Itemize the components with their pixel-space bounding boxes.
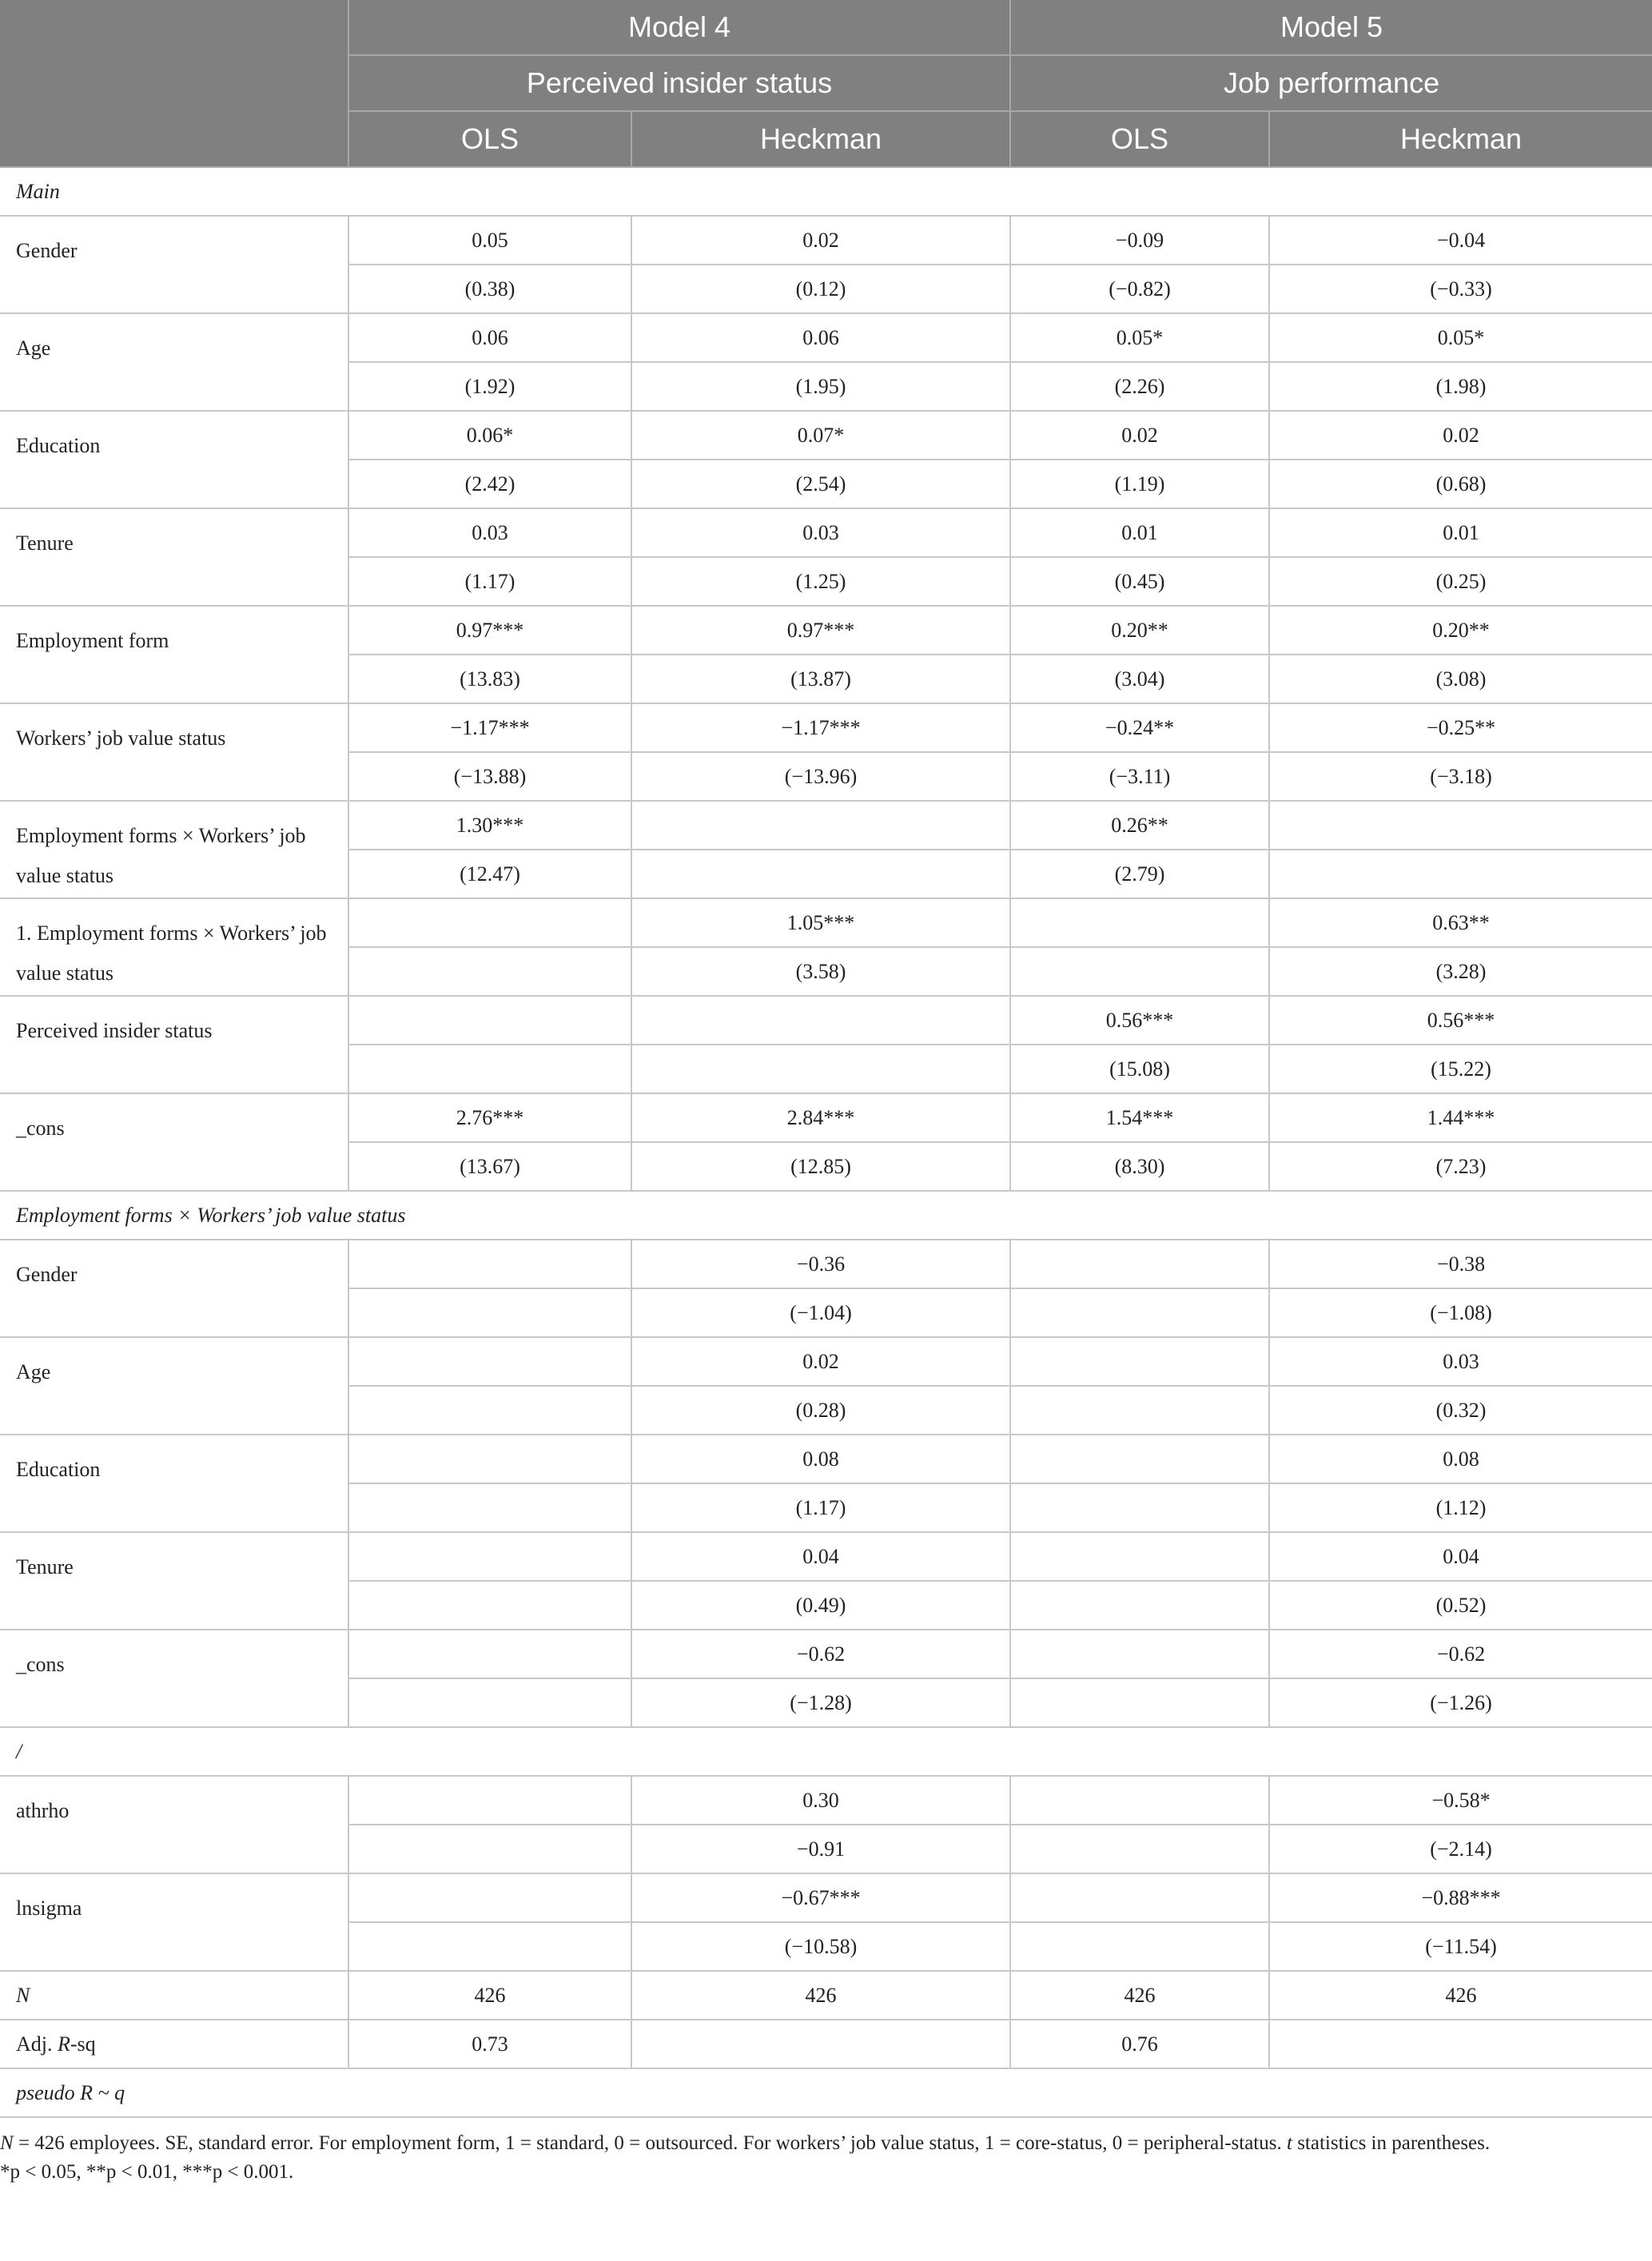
row-label: Tenure — [0, 1532, 348, 1630]
adj-r2-row — [0, 2020, 1652, 2068]
note-text-end: statistics in parentheses. — [1292, 2132, 1491, 2154]
tstat-cell: (−10.58) — [631, 1922, 1010, 1971]
row-label: _cons — [0, 1093, 348, 1191]
coef-cell — [348, 898, 631, 947]
tstat-cell — [1010, 1678, 1269, 1727]
tstat-cell: −0.91 — [631, 1825, 1010, 1873]
tstat-cell: (3.58) — [631, 947, 1010, 996]
coef-cell: −0.09 — [1010, 216, 1269, 265]
note-t-symbol: t — [1287, 2132, 1292, 2154]
section-selection: Employment forms × Workers’ job value status — [0, 1191, 1652, 1240]
n-row — [0, 1971, 1652, 2020]
coef-cell: 0.03 — [631, 508, 1010, 557]
coef-cell: 0.05 — [348, 216, 631, 265]
tstat-cell: (0.52) — [1269, 1581, 1652, 1630]
coef-cell: −0.62 — [1269, 1630, 1652, 1678]
coef-cell: −0.36 — [631, 1240, 1010, 1288]
coef-cell: 0.06* — [348, 411, 631, 460]
row-label: Gender — [0, 1240, 348, 1337]
n-label: N — [0, 1971, 348, 2020]
tstat-cell: (1.19) — [1010, 460, 1269, 508]
pseudo-r-label: pseudo R ~ q — [0, 2068, 1652, 2117]
tstat-cell: (2.79) — [1010, 850, 1269, 898]
coef-row — [0, 996, 1652, 1045]
coef-cell — [1010, 1873, 1269, 1922]
tstat-cell: (3.04) — [1010, 655, 1269, 703]
coef-cell — [348, 1873, 631, 1922]
adj-r2-cell — [1269, 2020, 1652, 2068]
row-label: Age — [0, 1337, 348, 1435]
row-label: Employment form — [0, 606, 348, 703]
adj-label-pre: Adj. — [16, 2032, 58, 2056]
coef-cell: −0.58* — [1269, 1776, 1652, 1825]
n-cell: 426 — [348, 1971, 631, 2020]
tstat-cell: (1.17) — [631, 1483, 1010, 1532]
tstat-cell: (1.12) — [1269, 1483, 1652, 1532]
coef-cell: 0.05* — [1269, 313, 1652, 362]
coef-row — [0, 801, 1652, 850]
tstat-cell: (−1.04) — [631, 1288, 1010, 1337]
tstat-cell: (1.95) — [631, 362, 1010, 411]
tstat-cell — [348, 947, 631, 996]
coef-cell — [1269, 801, 1652, 850]
tstat-cell — [631, 1045, 1010, 1093]
coef-cell: −0.04 — [1269, 216, 1652, 265]
tstat-cell: (1.92) — [348, 362, 631, 411]
coef-cell — [348, 1776, 631, 1825]
tstat-cell — [348, 1581, 631, 1630]
coef-cell: 0.26** — [1010, 801, 1269, 850]
coef-cell — [348, 1532, 631, 1581]
tstat-cell — [348, 1825, 631, 1873]
coef-cell — [1010, 898, 1269, 947]
tstat-cell — [348, 1678, 631, 1727]
coef-cell — [631, 801, 1010, 850]
coef-cell — [1010, 1630, 1269, 1678]
coef-row — [0, 1873, 1652, 1922]
section-row — [0, 1191, 1652, 1240]
tstat-cell — [348, 1288, 631, 1337]
header-dv-model4: Perceived insider status — [348, 55, 1010, 111]
coef-row — [0, 1776, 1652, 1825]
adj-label-post: -sq — [70, 2032, 96, 2056]
coef-cell — [348, 1240, 631, 1288]
coef-cell — [1010, 1240, 1269, 1288]
section-main: Main — [0, 167, 1652, 216]
coef-row — [0, 313, 1652, 362]
adj-r2-cell: 0.76 — [1010, 2020, 1269, 2068]
tstat-cell: (2.26) — [1010, 362, 1269, 411]
tstat-cell: (7.23) — [1269, 1142, 1652, 1191]
tstat-cell: (−11.54) — [1269, 1922, 1652, 1971]
coef-cell: −1.17*** — [348, 703, 631, 752]
coef-cell: −0.88*** — [1269, 1873, 1652, 1922]
tstat-cell: (3.08) — [1269, 655, 1652, 703]
tstat-cell: (0.49) — [631, 1581, 1010, 1630]
tstat-cell: (13.83) — [348, 655, 631, 703]
tstat-cell — [348, 1922, 631, 1971]
coef-cell: −1.17*** — [631, 703, 1010, 752]
coef-cell: 2.76*** — [348, 1093, 631, 1142]
note-text: = 426 employees. SE, standard error. For employment form, 1 = standard, 0 = outsourced. For workers’ job value status, 1 = core-status, 0 = peripheral-status. — [13, 2132, 1287, 2154]
tstat-cell: (0.45) — [1010, 557, 1269, 606]
coef-row — [0, 1630, 1652, 1678]
header-model4: Model 4 — [348, 0, 1010, 55]
tstat-cell — [1010, 1483, 1269, 1532]
coef-cell — [348, 1435, 631, 1483]
n-cell: 426 — [631, 1971, 1010, 2020]
coef-cell — [348, 1630, 631, 1678]
tstat-cell — [1010, 947, 1269, 996]
coef-cell: −0.62 — [631, 1630, 1010, 1678]
table-notes — [0, 2118, 1652, 2187]
coef-cell: 0.02 — [631, 216, 1010, 265]
coef-row — [0, 1532, 1652, 1581]
adj-r2-cell — [631, 2020, 1010, 2068]
tstat-cell: (0.38) — [348, 265, 631, 313]
row-label: Education — [0, 411, 348, 508]
coef-cell: 0.56*** — [1010, 996, 1269, 1045]
tstat-cell: (−1.08) — [1269, 1288, 1652, 1337]
header-estimator: Heckman — [1269, 111, 1652, 167]
tstat-cell: (13.87) — [631, 655, 1010, 703]
coef-cell: 0.20** — [1269, 606, 1652, 655]
coef-cell — [1010, 1532, 1269, 1581]
coef-cell — [1010, 1776, 1269, 1825]
tstat-cell: (0.25) — [1269, 557, 1652, 606]
coef-cell: 0.06 — [631, 313, 1010, 362]
tstat-cell: (−1.28) — [631, 1678, 1010, 1727]
note-line-1 — [0, 2129, 1652, 2158]
tstat-cell: (−3.11) — [1010, 752, 1269, 801]
section-row — [0, 167, 1652, 216]
coef-row — [0, 1240, 1652, 1288]
header-estimator: Heckman — [631, 111, 1010, 167]
tstat-cell: (12.47) — [348, 850, 631, 898]
tstat-cell — [348, 1483, 631, 1532]
coef-cell: 0.20** — [1010, 606, 1269, 655]
coef-cell: 1.05*** — [631, 898, 1010, 947]
tstat-cell: (13.67) — [348, 1142, 631, 1191]
tstat-cell — [631, 850, 1010, 898]
row-label: Workers’ job value status — [0, 703, 348, 801]
row-label: 1. Employment forms × Workers’ job value status — [0, 898, 348, 996]
tstat-cell: (15.08) — [1010, 1045, 1269, 1093]
tstat-cell: (−1.26) — [1269, 1678, 1652, 1727]
coef-row — [0, 1337, 1652, 1386]
coef-cell: 0.07* — [631, 411, 1010, 460]
adj-label-r: R — [58, 2032, 70, 2056]
coef-cell: −0.67*** — [631, 1873, 1010, 1922]
row-label: Tenure — [0, 508, 348, 606]
tstat-cell — [1010, 1288, 1269, 1337]
coef-row — [0, 216, 1652, 265]
coef-cell: 0.02 — [631, 1337, 1010, 1386]
n-cell: 426 — [1269, 1971, 1652, 2020]
section-row — [0, 1727, 1652, 1776]
coef-cell: 1.44*** — [1269, 1093, 1652, 1142]
coef-cell: 0.63** — [1269, 898, 1652, 947]
coef-cell: 0.97*** — [348, 606, 631, 655]
coef-cell: 0.02 — [1010, 411, 1269, 460]
tstat-cell — [348, 1045, 631, 1093]
tstat-cell: (12.85) — [631, 1142, 1010, 1191]
coef-row — [0, 898, 1652, 947]
header-model5: Model 5 — [1010, 0, 1652, 55]
coef-cell: −0.38 — [1269, 1240, 1652, 1288]
table-body — [0, 167, 1652, 2117]
coef-row — [0, 703, 1652, 752]
tstat-cell: (0.68) — [1269, 460, 1652, 508]
tstat-cell: (0.12) — [631, 265, 1010, 313]
tstat-cell: (3.28) — [1269, 947, 1652, 996]
coef-cell: 0.03 — [348, 508, 631, 557]
row-label: lnsigma — [0, 1873, 348, 1971]
tstat-cell: (2.42) — [348, 460, 631, 508]
tstat-cell — [348, 1386, 631, 1435]
coef-cell: 0.02 — [1269, 411, 1652, 460]
coef-cell — [348, 996, 631, 1045]
tstat-cell — [1010, 1581, 1269, 1630]
adj-r2-cell: 0.73 — [348, 2020, 631, 2068]
tstat-cell: (1.98) — [1269, 362, 1652, 411]
coef-row — [0, 508, 1652, 557]
coef-row — [0, 606, 1652, 655]
tstat-cell: (−0.82) — [1010, 265, 1269, 313]
coef-cell: 0.08 — [1269, 1435, 1652, 1483]
tstat-cell: (−0.33) — [1269, 265, 1652, 313]
coef-cell: 0.06 — [348, 313, 631, 362]
coef-cell: 0.97*** — [631, 606, 1010, 655]
coef-cell: 0.03 — [1269, 1337, 1652, 1386]
row-label: _cons — [0, 1630, 348, 1727]
n-cell: 426 — [1010, 1971, 1269, 2020]
coef-cell: 0.56*** — [1269, 996, 1652, 1045]
header-estimator: OLS — [348, 111, 631, 167]
coef-cell: 2.84*** — [631, 1093, 1010, 1142]
coef-cell: 0.08 — [631, 1435, 1010, 1483]
coef-cell — [1010, 1435, 1269, 1483]
header-corner — [0, 0, 348, 167]
tstat-cell: (1.25) — [631, 557, 1010, 606]
row-label: Perceived insider status — [0, 996, 348, 1093]
coef-cell: 1.30*** — [348, 801, 631, 850]
tstat-cell: (−13.88) — [348, 752, 631, 801]
note-line-2: *p < 0.05, **p < 0.01, ***p < 0.001. — [0, 2161, 294, 2183]
tstat-cell: (−2.14) — [1269, 1825, 1652, 1873]
section-aux: / — [0, 1727, 1652, 1776]
table-header — [0, 0, 1652, 167]
header-dv-model5: Job performance — [1010, 55, 1652, 111]
coef-cell: 0.05* — [1010, 313, 1269, 362]
coef-cell: 1.54*** — [1010, 1093, 1269, 1142]
coef-cell: 0.04 — [1269, 1532, 1652, 1581]
pseudo-r-row — [0, 2068, 1652, 2117]
coef-cell: 0.01 — [1010, 508, 1269, 557]
tstat-cell — [1269, 850, 1652, 898]
coef-cell: −0.24** — [1010, 703, 1269, 752]
coef-cell: 0.04 — [631, 1532, 1010, 1581]
tstat-cell — [1010, 1825, 1269, 1873]
note-n-symbol: N — [0, 2132, 14, 2154]
row-label: Age — [0, 313, 348, 411]
coef-cell — [1010, 1337, 1269, 1386]
tstat-cell: (0.28) — [631, 1386, 1010, 1435]
tstat-cell — [1010, 1922, 1269, 1971]
tstat-cell: (2.54) — [631, 460, 1010, 508]
tstat-cell — [1010, 1386, 1269, 1435]
coef-row — [0, 411, 1652, 460]
coef-cell — [348, 1337, 631, 1386]
row-label: athrho — [0, 1776, 348, 1873]
coef-cell: 0.01 — [1269, 508, 1652, 557]
row-label: Gender — [0, 216, 348, 313]
row-label: Employment forms × Workers’ job value status — [0, 801, 348, 898]
coef-row — [0, 1435, 1652, 1483]
header-estimator: OLS — [1010, 111, 1269, 167]
tstat-cell: (−3.18) — [1269, 752, 1652, 801]
coef-cell: −0.25** — [1269, 703, 1652, 752]
row-label: Education — [0, 1435, 348, 1532]
coef-row — [0, 1093, 1652, 1142]
coef-cell — [631, 996, 1010, 1045]
tstat-cell: (1.17) — [348, 557, 631, 606]
tstat-cell: (8.30) — [1010, 1142, 1269, 1191]
tstat-cell: (0.32) — [1269, 1386, 1652, 1435]
tstat-cell: (15.22) — [1269, 1045, 1652, 1093]
adj-r2-label — [0, 2020, 348, 2068]
tstat-cell: (−13.96) — [631, 752, 1010, 801]
coef-cell: 0.30 — [631, 1776, 1010, 1825]
